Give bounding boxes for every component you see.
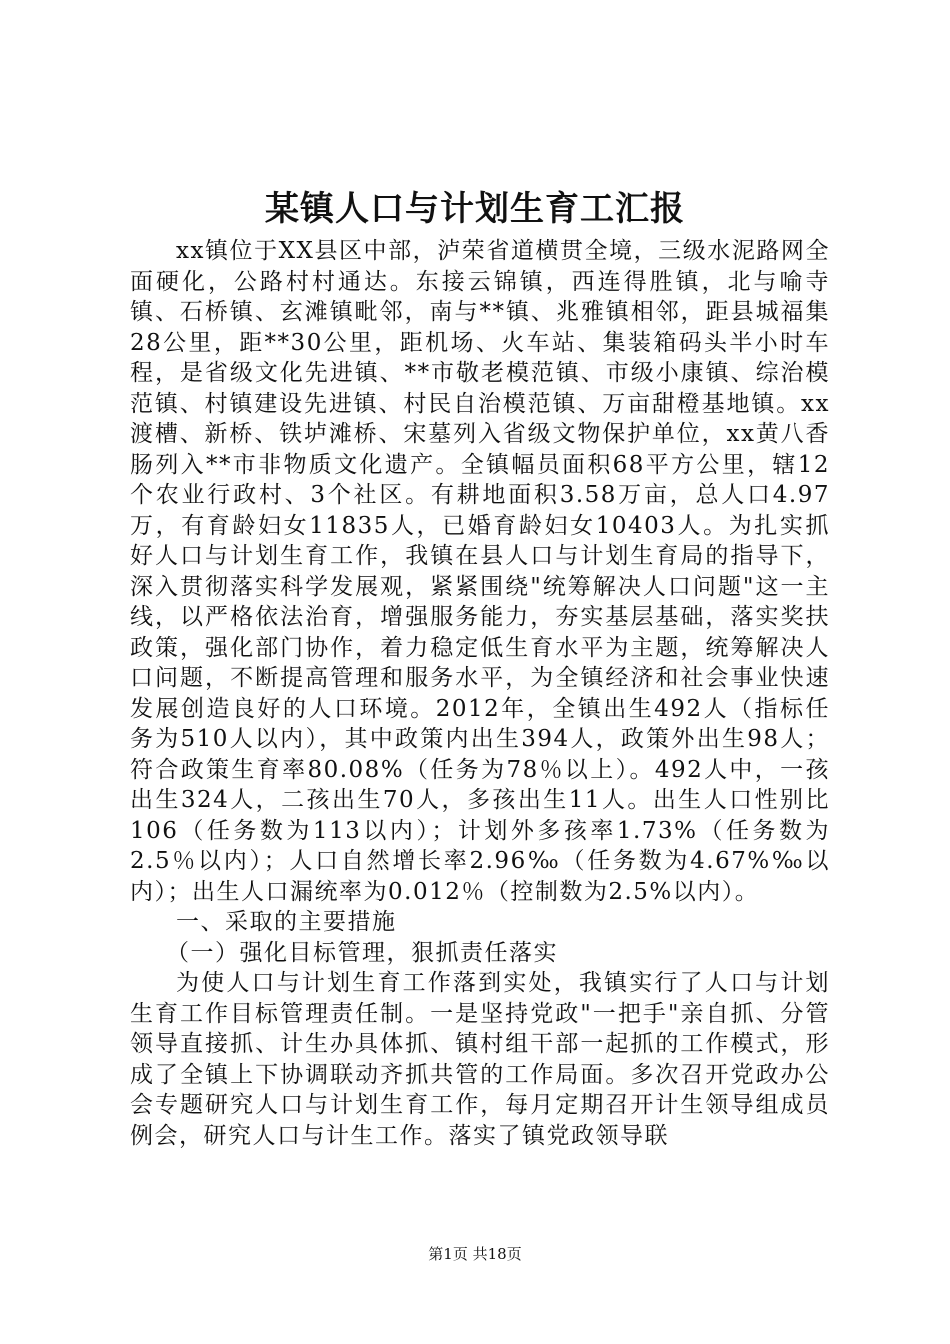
document-body	[130, 236, 830, 1151]
document-title: 某镇人口与计划生育工汇报	[265, 189, 685, 229]
page-footer: 第1页 共18页	[428, 1245, 522, 1263]
measures-paragraph: 为使人口与计划生育工作落到实处，我镇实行了人口与计划生育工作目标管理责任制。一是坚持党政"一把手"亲自抓、分管领导直接抓、计生办具体抓、镇村组干部一起抓的工作模式，形成了全镇上下协调联动齐抓共管的工作局面。多次召开党政办公会专题研究人口与计划生育工作，每月定期召开计生领导组成员例会，研究人口与计生工作。落实了镇党政领导联	[130, 970, 830, 1149]
section-heading: 一、采取的主要措施	[176, 909, 397, 935]
subsection-heading: （一）强化目标管理，狠抓责任落实	[166, 939, 558, 966]
intro-paragraph: xx镇位于XX县区中部，泸荣省道横贯全境，三级水泥路网全面硬化，公路村村通达。东接云锦镇，西连得胜镇，北与喻寺镇、石桥镇、玄滩镇毗邻，南与**镇、兆雅镇相邻，距县城福集28公里，距**30公里，距机场、火车站、集装箱码头半小时车程，是省级文化先进镇、**市敬老模范镇、市级小康镇、综治模范镇、村镇建设先进镇、村民自治模范镇、万亩甜橙基地镇。xx渡槽、新桥、铁垆滩桥、宋墓列入省级文物保护单位，xx黄八香肠列入**市非物质文化遗产。全镇幅员面积68平方公里，辖12个农业行政村、3个社区。有耕地面积3.58万亩，总人口4.97万，有育龄妇女11835人，已婚育龄妇女10403人。为扎实抓好人口与计划生育工作，我镇在县人口与计划生育局的指导下，深入贯彻落实科学发展观，紧紧围绕"统筹解决人口问题"这一主线，以严格依法治育，增强服务能力，夯实基层基础，落实奖扶政策，强化部门协作，着力稳定低生育水平为主题，统筹解决人口问题，不断提高管理和服务水平，为全镇经济和社会事业快速发展创造良好的人口环境。2012年，全镇出生492人（指标任务为510人以内），其中政策内出生394人，政策外出生98人；符合政策生育率80.08%（任务为78％以上）。492人中，一孩出生324人，二孩出生70人，多孩出生11人。出生人口性别比106（任务数为113以内）；计划外多孩率1.73%（任务数为2.5％以内）；人口自然增长率2.96‰（任务数为4.67%‰以内）；出生人口漏统率为0.012％（控制数为2.5%以内）。	[130, 238, 830, 905]
